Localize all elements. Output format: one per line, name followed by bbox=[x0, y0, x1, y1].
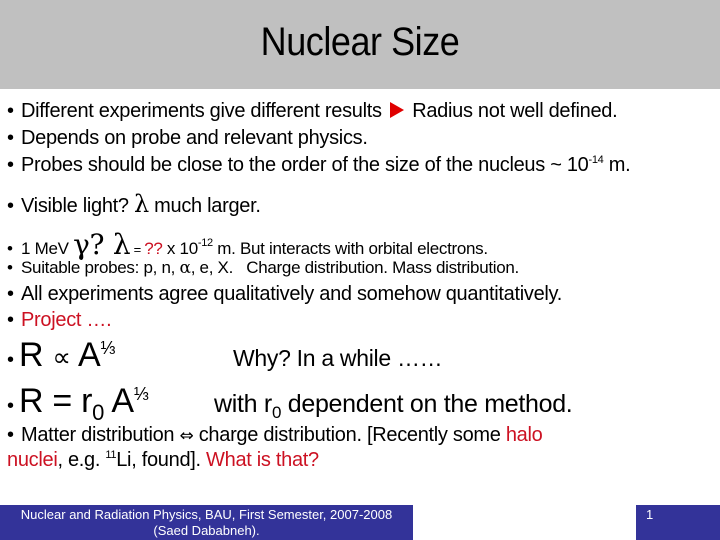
proportional-symbol: ∝ bbox=[52, 343, 71, 373]
bullet-line-3: • Probes should be close to the order of the size of the nucleus ~ $10^{-14}$ m. bbox=[7, 154, 631, 176]
bullet-line-7: • All experiments agree qualitatively and somehow quantitatively. bbox=[7, 283, 563, 305]
slide-title: Nuclear Size bbox=[260, 20, 460, 64]
bullet-line-1: • Different experiments give different results Radius not well defined. bbox=[7, 100, 618, 122]
bullet-line-6: • Suitable probes: p, n, α, e, X. Charge distribution. Mass distribution. bbox=[7, 258, 519, 278]
bullet-line-4: • Visible light? λ much larger. bbox=[7, 190, 261, 218]
why-note: Why? In a while …… bbox=[233, 345, 443, 371]
slide-number: 1 bbox=[636, 505, 720, 540]
bullet-line-10: • $R = r_0$ $A^{\frac{1}{3}}$ bbox=[7, 382, 149, 425]
red-arrow-icon bbox=[390, 102, 404, 118]
bullet-line-8: • Project …. bbox=[7, 309, 112, 331]
alpha-symbol: α bbox=[179, 258, 191, 278]
iff-arrow-icon: ⇔ bbox=[179, 426, 194, 446]
bullet-line-11: • Matter distribution ⇔ charge distribution. [Recently some halo bbox=[7, 424, 543, 446]
r0-note: with $r_0$ dependent on the method. bbox=[214, 390, 573, 422]
footer-course-info: Nuclear and Radiation Physics, BAU, First Semester, 2007-2008 (Saed Dababneh). bbox=[0, 505, 413, 540]
bullet-line-5: • 1 MeV γ? λ = ?? x $10^{-12}$ m. But interacts with orbital electrons. bbox=[7, 228, 488, 261]
title-bar bbox=[0, 0, 720, 89]
lambda-symbol: λ bbox=[104, 228, 131, 261]
bullet-line-12: nuclei, e.g. $^{11}$Li, found]. What is that? bbox=[7, 449, 319, 471]
lambda-symbol: λ bbox=[133, 190, 149, 218]
bullet-line-9: • $R \propto A^{\frac{1}{3}}$ bbox=[7, 336, 116, 374]
bullet-line-2: • Depends on probe and relevant physics. bbox=[7, 127, 368, 149]
gamma-symbol: γ? bbox=[73, 228, 105, 261]
